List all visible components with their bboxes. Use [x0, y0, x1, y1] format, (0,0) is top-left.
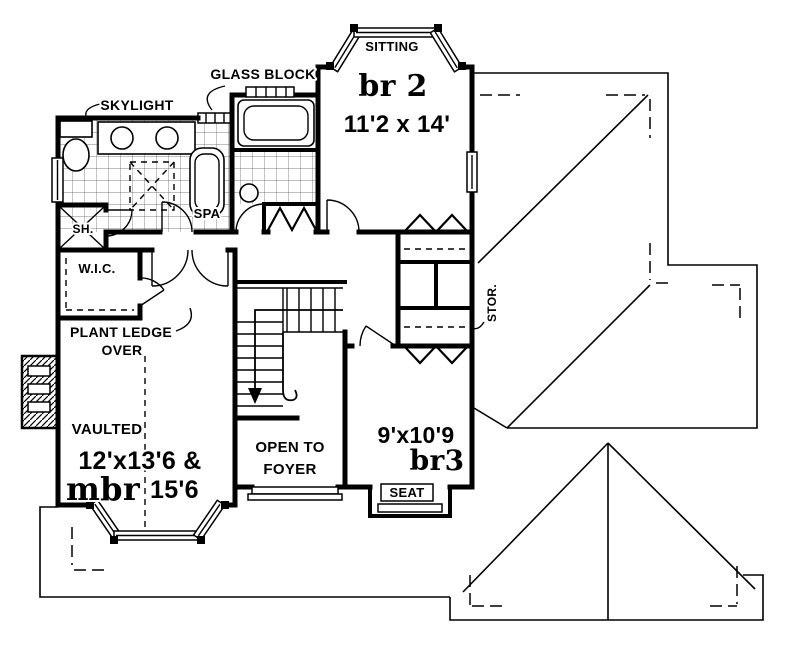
- skylight-leader: [86, 104, 100, 116]
- label-br2-name: br 2: [358, 69, 428, 104]
- label-mbr-dim1: 12'x13'6 &: [78, 447, 202, 475]
- br2-east-window: [467, 152, 477, 192]
- label-glass-block: GLASS BLOCK: [210, 66, 316, 82]
- label-shower: SH.: [72, 222, 94, 236]
- mbr-double-doors: [152, 250, 228, 286]
- label-storage: STOR.: [485, 284, 499, 322]
- bathtub-icon: [238, 100, 314, 146]
- foyer-window: [248, 487, 342, 500]
- br3-closet-bifold: [404, 346, 468, 363]
- label-br3-name: br3: [409, 444, 465, 477]
- label-wic: W.I.C.: [78, 261, 116, 276]
- plant-ledge-leader: [176, 308, 191, 331]
- label-plant-ledge: PLANT LEDGE: [69, 324, 173, 340]
- staircase: [237, 288, 345, 406]
- label-plant-ledge-2: OVER: [101, 342, 143, 358]
- br3-door: [360, 326, 396, 346]
- label-br3-dim: 9'x10'9: [377, 422, 455, 448]
- linen-closet-bifold: [268, 208, 316, 230]
- label-foyer: FOYER: [263, 461, 317, 478]
- label-open-to: OPEN TO: [255, 439, 325, 456]
- stair-down-arrow: [248, 388, 262, 404]
- br2-door: [327, 200, 359, 232]
- label-mbr-dim2: 15'6: [150, 476, 199, 504]
- wc-door: [236, 204, 264, 232]
- label-skylight: SKYLIGHT: [100, 97, 174, 113]
- label-spa: SPA: [193, 206, 221, 221]
- label-sitting: SITTING: [365, 39, 419, 54]
- label-seat: SEAT: [389, 485, 425, 500]
- bath-west-window: [52, 158, 63, 202]
- glass-block-window: [246, 87, 294, 97]
- wc-sink-icon: [240, 184, 258, 202]
- chimney: [22, 356, 58, 428]
- toilet-icon: [60, 121, 92, 171]
- br2-closet-bifold: [404, 215, 468, 232]
- glass-block-partition: [198, 113, 232, 123]
- label-br2-dim: 11'2 x 14': [343, 111, 451, 138]
- label-mbr-name: mbr: [66, 470, 140, 508]
- double-vanity-icon: [98, 122, 195, 154]
- glass-block-leader: [207, 86, 225, 110]
- label-vaulted: VAULTED: [71, 421, 143, 438]
